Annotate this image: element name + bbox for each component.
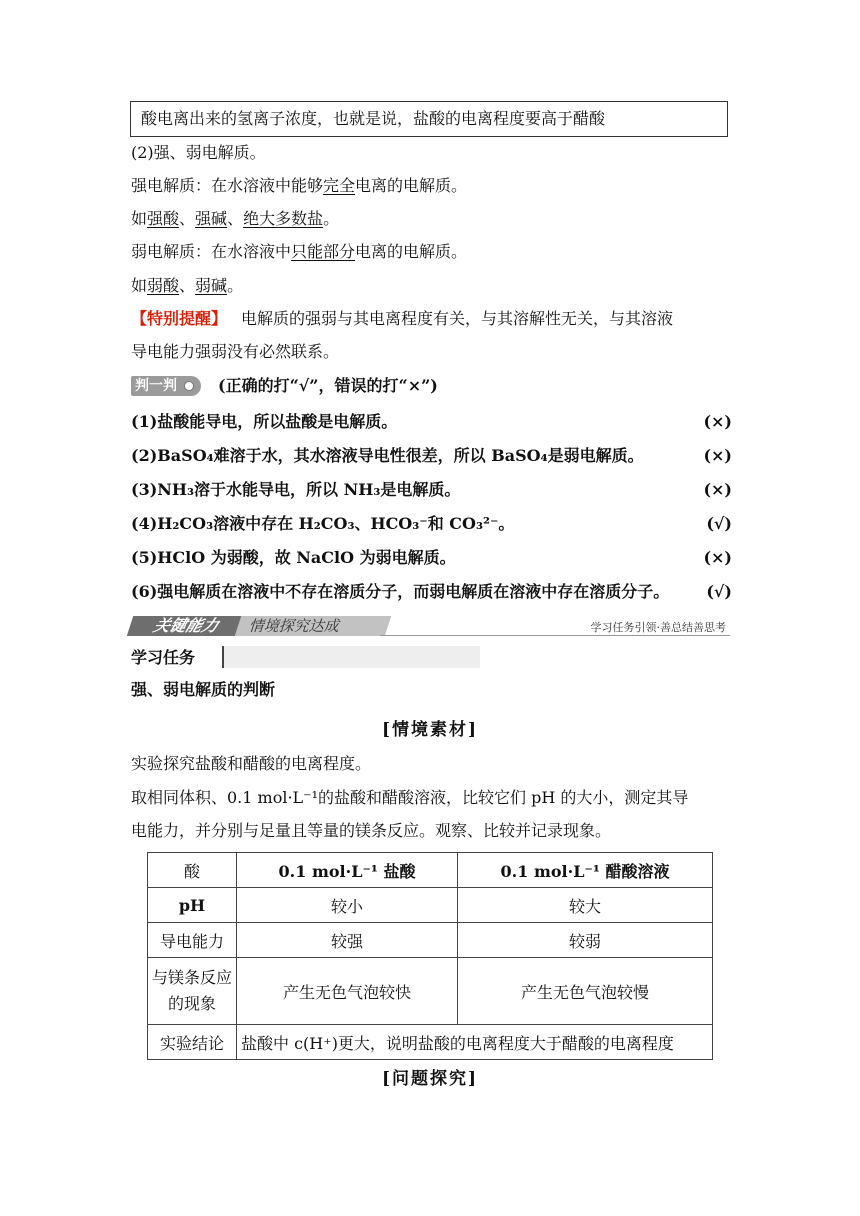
judge-item-6: (6)强电解质在溶液中不存在溶质分子，而弱电解质在溶液中存在溶质分子。 bbox=[131, 582, 670, 601]
judge-answer-5: (×) bbox=[703, 548, 732, 567]
material-p2a: 取相同体积、0.1 mol·L⁻¹的盐酸和醋酸溶液，比较它们 pH 的大小，测定其导 bbox=[131, 788, 689, 807]
task-label: 学习任务 bbox=[131, 648, 196, 667]
badge-dot-icon bbox=[184, 381, 194, 391]
judge-answer-2: (×) bbox=[703, 446, 732, 465]
weak-definition bbox=[131, 240, 467, 264]
judge-answer-1: (×) bbox=[703, 412, 732, 431]
underlined-blank: 只能部分 bbox=[291, 242, 356, 261]
reminder-text: 电解质的强弱与其电离程度有关，与其溶解性无关，与其溶液 bbox=[241, 309, 674, 328]
weak-examples bbox=[131, 274, 243, 298]
text: 如 bbox=[131, 276, 148, 295]
table-cell: 盐酸中 c(H⁺)更大，说明盐酸的电离程度大于醋酸的电离程度 bbox=[237, 1025, 713, 1060]
section-banner bbox=[130, 616, 730, 638]
table-cell: 酸 bbox=[148, 853, 237, 888]
text: 、 bbox=[179, 276, 196, 295]
text: 、 bbox=[179, 209, 196, 228]
underlined-blank: 绝大多数盐 bbox=[243, 209, 324, 228]
table-row bbox=[148, 888, 713, 923]
table-row bbox=[148, 1025, 713, 1060]
reminder bbox=[131, 307, 673, 331]
banner-rule bbox=[380, 635, 730, 636]
reminder-label: 【特别提醒】 bbox=[131, 309, 228, 328]
strong-definition bbox=[131, 174, 467, 198]
table-cell: 实验结论 bbox=[148, 1025, 237, 1060]
table-cell: 较强 bbox=[237, 923, 458, 958]
table-cell: 较小 bbox=[237, 888, 458, 923]
underlined-blank: 弱酸 bbox=[147, 276, 180, 295]
judge-answer-6: (√) bbox=[706, 582, 732, 601]
table-cell: pH bbox=[148, 888, 237, 923]
boxed-text-content: 酸电离出来的氢离子浓度，也就是说，盐酸的电离程度要高于醋酸 bbox=[141, 109, 606, 128]
banner-left: 关键能力 bbox=[127, 616, 245, 636]
material-p1: 实验探究盐酸和醋酸的电离程度。 bbox=[131, 754, 372, 773]
judge-answer-4: (√) bbox=[706, 514, 732, 533]
judge-item-5: (5)HClO 为弱酸，故 NaClO 为弱电解质。 bbox=[131, 548, 456, 567]
judge-badge: 判一判 bbox=[131, 376, 201, 396]
task-title: 强、弱电解质的判断 bbox=[131, 680, 276, 699]
table-row bbox=[148, 958, 713, 1025]
table-cell: 与镁条反应的现象 bbox=[148, 958, 237, 1025]
section-title-material: [情境素材] bbox=[381, 720, 479, 740]
banner-right: 学习任务引领·善总结善思考 bbox=[590, 621, 726, 634]
judge-answer-3: (×) bbox=[703, 480, 732, 499]
table-header-row bbox=[148, 853, 713, 888]
boxed-text bbox=[130, 101, 728, 137]
text: 电离的电解质。 bbox=[355, 176, 468, 195]
judge-instruction: (正确的打“√”，错误的打“×”) bbox=[218, 376, 438, 395]
table-cell: 0.1 mol·L⁻¹ 醋酸溶液 bbox=[458, 853, 713, 888]
underlined-blank: 完全 bbox=[323, 176, 356, 195]
text: 如 bbox=[131, 209, 148, 228]
banner-middle: 情境探究达成 bbox=[235, 616, 391, 636]
section-heading: (2)强、弱电解质。 bbox=[131, 143, 266, 162]
reminder-text-cont: 导电能力强弱没有必然联系。 bbox=[131, 342, 340, 361]
text: 电离的电解质。 bbox=[355, 242, 468, 261]
table-cell: 产生无色气泡较快 bbox=[237, 958, 458, 1025]
table-cell: 较大 bbox=[458, 888, 713, 923]
data-table bbox=[147, 852, 713, 1060]
judge-item-2: (2)BaSO₄难溶于水，其水溶液导电性很差，所以 BaSO₄是弱电解质。 bbox=[131, 446, 644, 465]
table-row bbox=[148, 923, 713, 958]
underlined-blank: 弱碱 bbox=[195, 276, 228, 295]
judge-item-4: (4)H₂CO₃溶液中存在 H₂CO₃、HCO₃⁻和 CO₃²⁻。 bbox=[131, 514, 515, 533]
underlined-blank: 强碱 bbox=[195, 209, 228, 228]
text: 。 bbox=[323, 209, 340, 228]
table-cell: 0.1 mol·L⁻¹ 盐酸 bbox=[237, 853, 458, 888]
judge-item-1: (1)盐酸能导电，所以盐酸是电解质。 bbox=[131, 412, 398, 431]
table-cell: 较弱 bbox=[458, 923, 713, 958]
judge-item-3: (3)NH₃溶于水能导电，所以 NH₃是电解质。 bbox=[131, 480, 461, 499]
text: 。 bbox=[227, 276, 244, 295]
table-cell: 导电能力 bbox=[148, 923, 237, 958]
text: 弱电解质：在水溶液中 bbox=[131, 242, 292, 261]
material-p2b: 电能力，并分别与足量且等量的镁条反应。观察、比较并记录现象。 bbox=[131, 821, 612, 840]
strong-examples bbox=[131, 207, 339, 231]
text: 强电解质：在水溶液中能够 bbox=[131, 176, 324, 195]
table-cell: 产生无色气泡较慢 bbox=[458, 958, 713, 1025]
text: 、 bbox=[227, 209, 244, 228]
underlined-blank: 强酸 bbox=[147, 209, 180, 228]
task-bar bbox=[222, 646, 480, 668]
section-title-question: [问题探究] bbox=[381, 1069, 479, 1089]
